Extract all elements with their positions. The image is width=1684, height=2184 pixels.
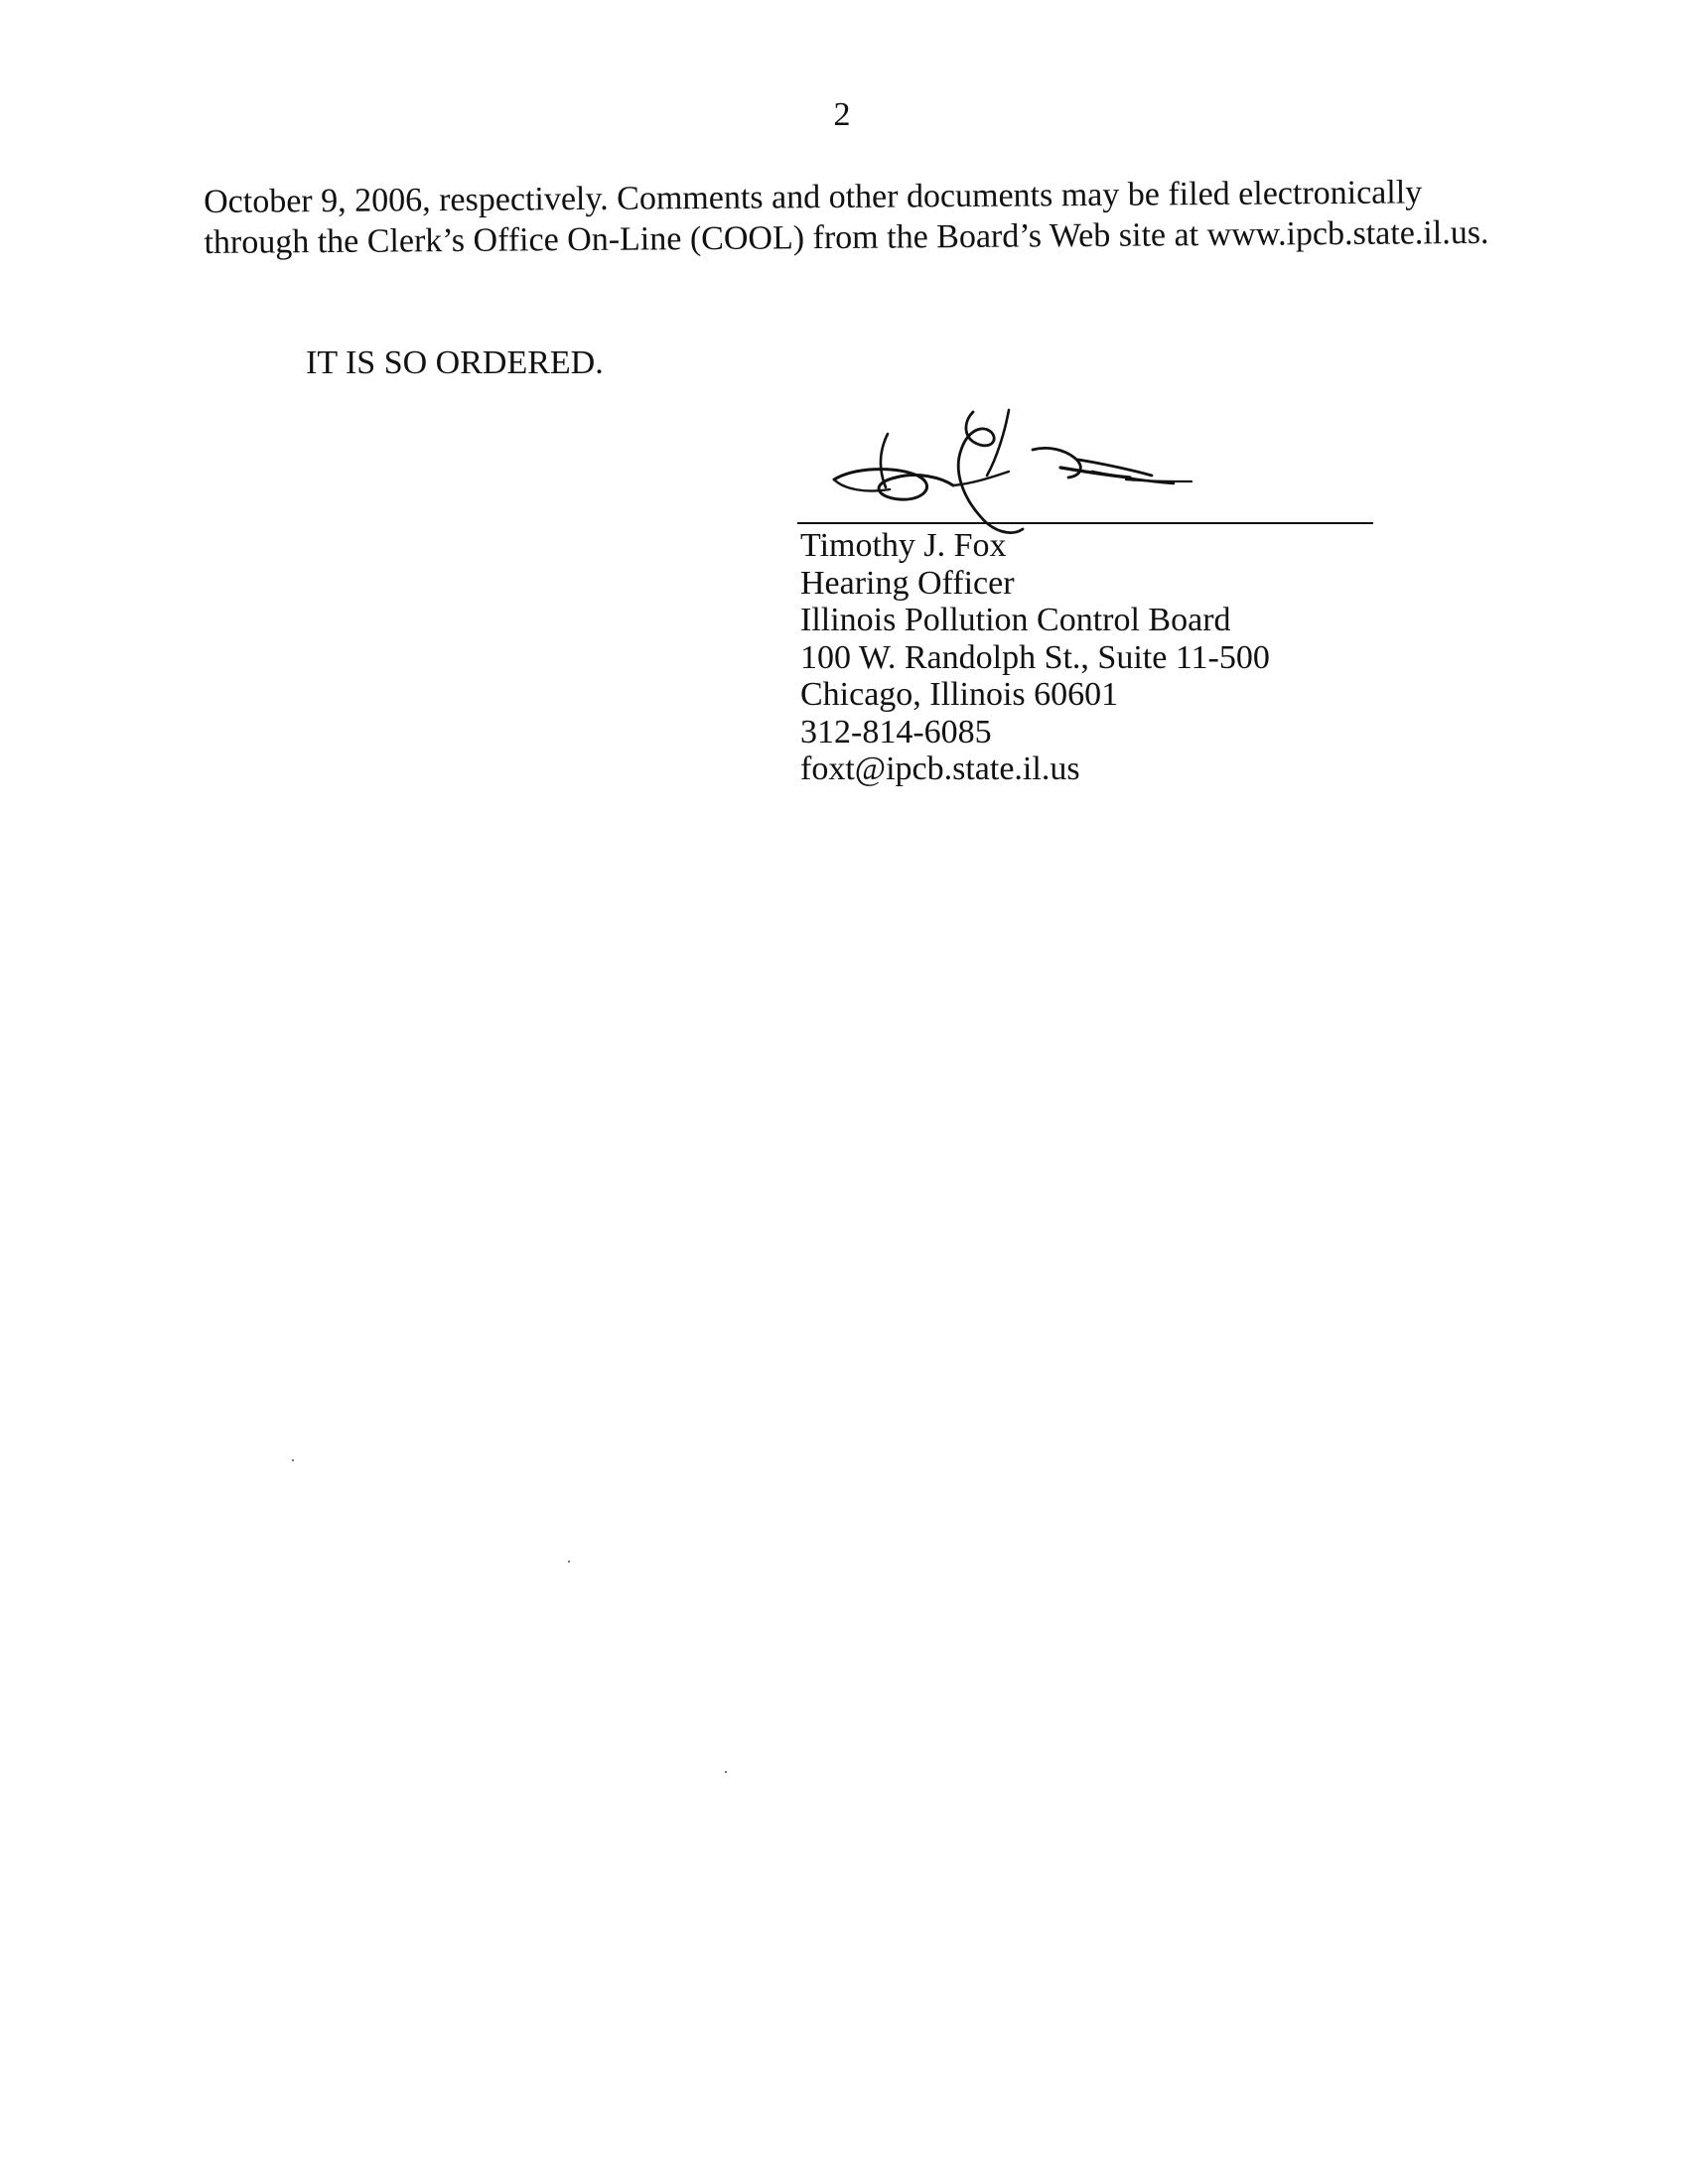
signatory-title: Hearing Officer — [800, 564, 1015, 602]
body-paragraph — [204, 172, 1495, 263]
page-number: 2 — [833, 96, 851, 133]
organization-name: Illinois Pollution Control Board — [800, 602, 1231, 638]
body-line-2: through the Clerk’s Office On-Line (COOL) from the Board’s Web site at www.ipcb.state.il.us. — [204, 213, 1489, 261]
scan-speck — [568, 1561, 570, 1563]
body-line-1: October 9, 2006, respectively. Comments and other documents may be filed electronically — [204, 174, 1423, 220]
order-statement: IT IS SO ORDERED. — [306, 344, 604, 381]
phone-number: 312-814-6085 — [800, 713, 992, 751]
scan-speck — [292, 1459, 294, 1461]
signatory-name: Timothy J. Fox — [800, 527, 1007, 564]
signature-block — [800, 527, 1270, 788]
city-state-zip: Chicago, Illinois 60601 — [800, 676, 1119, 713]
scan-speck — [725, 1771, 727, 1773]
street-address: 100 W. Randolph St., Suite 11-500 — [800, 638, 1270, 676]
email-address: foxt@ipcb.state.il.us — [800, 751, 1080, 787]
signature-line — [797, 522, 1373, 524]
